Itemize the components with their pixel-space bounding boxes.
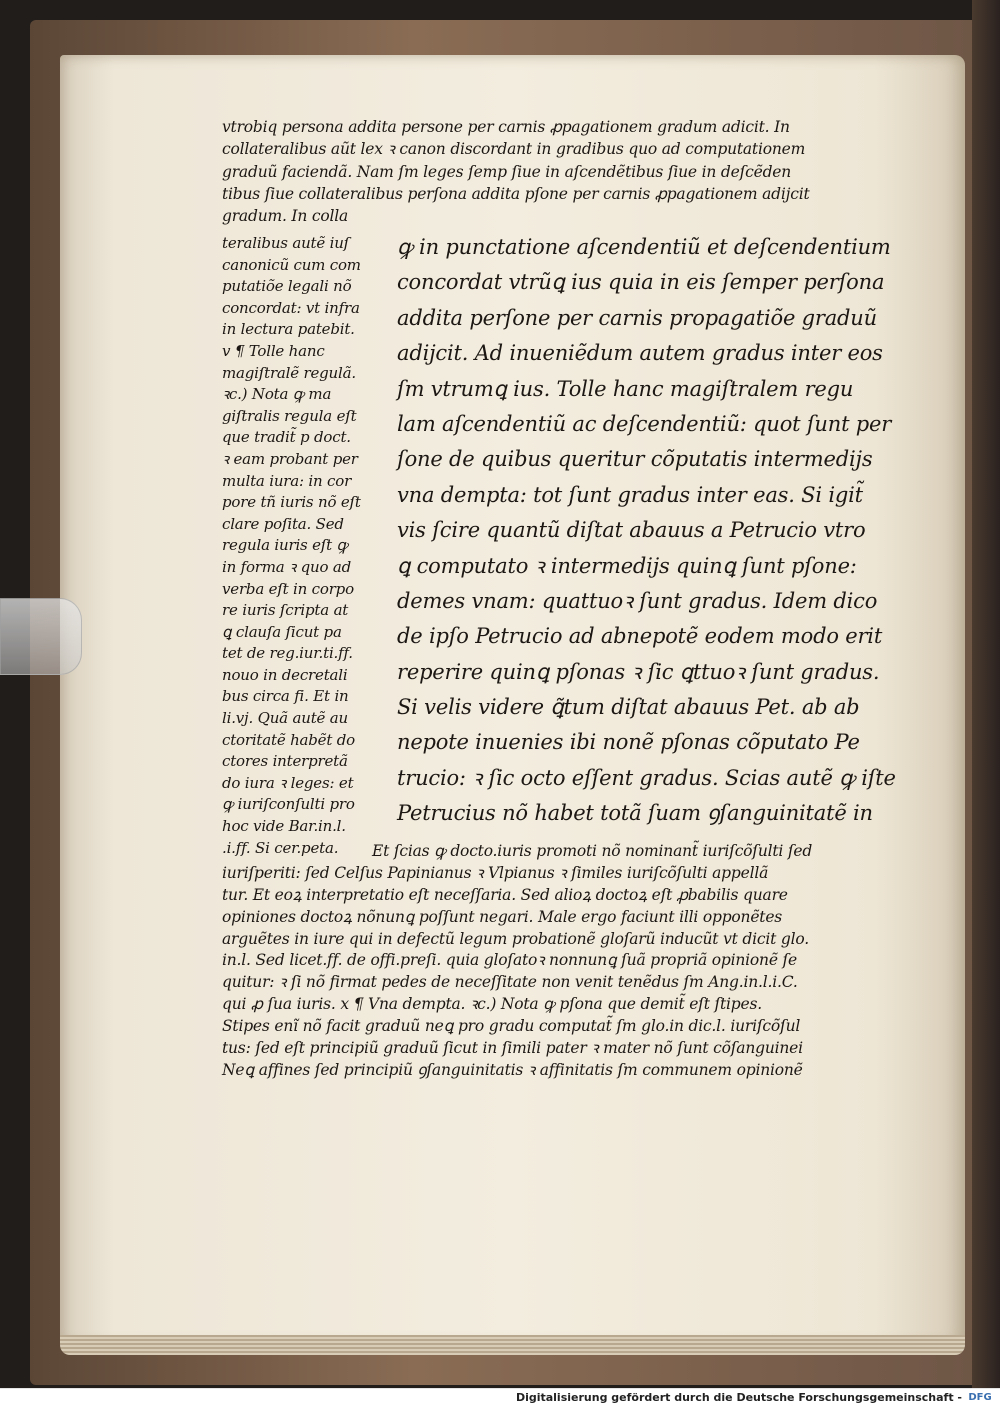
- gloss-line: ꝛ eam probant per: [222, 449, 358, 468]
- text-line: quitur: ꝛ ſi nõ firmat pedes de neceſſitate non venit tenẽdus ſm Ang.in.l.i.C.: [222, 973, 798, 992]
- main-text-line: Si velis videre ꝗ̃tum diſtat abauus Pet. ab ab: [397, 695, 860, 720]
- main-text-line: concordat vtrũꝗ ius quia in eis ſemper perſona: [397, 270, 885, 295]
- gloss-line: putatiõe legali nõ: [222, 277, 352, 296]
- gloss-line: canonicũ cum com: [222, 255, 361, 274]
- text-line: Stipes enĩ nõ facit graduũ neꝗ pro gradu computat̃ ſm glo.in dic.l. iuriſcõſul: [222, 1017, 801, 1036]
- gloss-line: ctores interpretã: [222, 752, 348, 771]
- main-text-line: adijcit. Ad inueniẽdum autem gradus inter eos: [397, 341, 883, 366]
- gloss-line: ꝙ iuriſconſulti pro: [222, 795, 355, 814]
- text-line: opiniones doctoꝝ nõnunꝗ poſſunt negari. Male ergo faciunt illi opponẽtes: [222, 907, 783, 926]
- gloss-line: giſtralis regula eſt: [222, 406, 357, 425]
- text-line: collateralibus aũt lex ꝛ canon discordant in gradibus quo ad computationem: [222, 140, 806, 159]
- main-text-line: reperire quinꝗ pſonas ꝛ ſic ꝗttuoꝛ ſunt gradus.: [397, 659, 880, 684]
- text-line: Neꝗ affines ſed principiũ ꝯſanguinitatis ꝛ affinitatis ſm communem opinionẽ: [222, 1060, 803, 1079]
- gloss-column: [222, 233, 397, 859]
- main-text-line: de ipſo Petrucio ad abnepotẽ eodem modo erit: [397, 624, 883, 649]
- main-text-line: demes vnam: quattuoꝛ ſunt gradus. Idem dico: [397, 588, 878, 613]
- dfg-logo-icon: DFG: [968, 1392, 992, 1403]
- gloss-line: concordat: vt infra: [222, 298, 360, 317]
- gloss-line: magiſtralẽ regulã.: [222, 363, 356, 382]
- gloss-line: v ¶ Tolle hanc: [222, 341, 325, 360]
- gloss-line: ꝛc.) Nota ꝙ ma: [222, 385, 332, 404]
- gloss-line: teralibus autẽ iuſ: [222, 234, 350, 252]
- bookmark-strip: [0, 598, 82, 675]
- text-line: qui ꝓ ſua iuris. x ¶ Vna dempta. ꝛc.) Nota ꝙ pſona que demit̃ eſt ſtipes.: [222, 995, 762, 1014]
- text-line: arguẽtes in iure qui in defectũ legum probationẽ gloſarũ inducũt vt dicit glo.: [222, 929, 809, 948]
- gloss-line: ctoritatẽ habẽt do: [222, 730, 355, 749]
- gloss-line: verba eſt in corpo: [222, 579, 354, 598]
- gloss-line: re iuris ſcripta at: [222, 601, 349, 620]
- gloss-line: tet de reg.iur.ti.ff.: [222, 644, 353, 663]
- text-line: tibus ſiue collateralibus perſona addita pſone per carnis ꝓpagationem adijcit: [222, 184, 810, 203]
- gloss-line: nouo in decretali: [222, 665, 348, 684]
- text-line: graduũ faciendã. Nam ſm leges ſemp ſiue in aſcendẽtibus ſiue in deſcẽden: [222, 162, 792, 181]
- full-width-text-bottom: [222, 841, 902, 1082]
- main-text-line: ꝗ computato ꝛ intermedijs quinꝗ ſunt pſone:: [397, 553, 857, 578]
- text-line: Et ſcias ꝙ docto.iuris promoti nõ nominant̃ iuriſcõſulti ſed: [372, 842, 813, 860]
- text-line: tur. Et eoꝝ interpretatio eſt neceſſaria. Sed alioꝝ doctoꝝ eſt ꝓbabilis quare: [222, 885, 788, 904]
- gloss-line: regula iuris eſt ꝙ: [222, 536, 348, 555]
- gloss-line: que tradit̃ p doct.: [222, 428, 351, 447]
- main-text-line: ꝙ in punctatione aſcendentiũ et deſcendentium: [397, 235, 891, 259]
- text-line: gradum. In colla: [222, 207, 349, 226]
- main-text-line: Petrucius nõ habet totã ſuam ꝯſanguinitatẽ in: [397, 801, 873, 826]
- text-line: iuriſperiti: ſed Celſus Papinianus ꝛ Vlpianus ꝛ ſimiles iuriſcõſulti appellã: [222, 863, 769, 882]
- main-text-line: lam aſcendentiũ ac deſcendentiũ: quot ſunt per: [397, 411, 892, 436]
- gloss-line: in lectura patebit.: [222, 320, 355, 339]
- gloss-line: do iura ꝛ leges: et: [222, 773, 354, 792]
- gloss-line: bus circa fi. Et in: [222, 687, 349, 706]
- main-text-line: ſone de quibus queritur cõputatis intermedijs: [397, 447, 873, 472]
- gloss-line: pore tñ iuris nõ eſt: [222, 493, 361, 512]
- full-width-text-top: [222, 116, 862, 227]
- gloss-line: multa iura: in cor: [222, 471, 352, 490]
- gloss-line: .i.ff. Si cer.peta.: [222, 838, 339, 857]
- main-text-line: ſm vtrumꝗ ius. Tolle hanc magiſtralem regu: [397, 376, 854, 401]
- funding-credit: Digitalisierung gefördert durch die Deutsche Forschungsgemeinschaft -: [515, 1391, 962, 1404]
- text-line: in.l. Sed licet.ff. de offi.preſi. quia gloſatoꝛ nonnunꝗ ſuã propriã opinionẽ ſe: [222, 951, 798, 970]
- gloss-line: clare poſita. Sed: [222, 514, 344, 533]
- gloss-line: in forma ꝛ quo ad: [222, 557, 351, 576]
- main-text-line: vis ſcire quantũ diſtat abauus a Petrucio vtro: [397, 518, 866, 543]
- main-text-line: nepote inuenies ibi nonẽ pſonas cõputato Pe: [397, 730, 860, 755]
- page-edges: [60, 1335, 965, 1355]
- main-text-column: [397, 230, 896, 832]
- text-line: vtrobiq persona addita persone per carnis ꝓpagationem gradum adicit. In: [222, 118, 790, 136]
- text-line: tus: ſed eſt principiũ graduũ ſicut in ſimili pater ꝛ mater nõ ſunt cõſanguinei: [222, 1039, 803, 1058]
- main-text-line: trucio: ꝛ ſic octo eſſent gradus. Scias autẽ ꝙ iſte: [397, 765, 896, 790]
- main-text-line: vna dempta: tot ſunt gradus inter eas. Si igit̃: [397, 482, 863, 507]
- gloss-line: hoc vide Bar.in.l.: [222, 817, 346, 836]
- gloss-line: li.vj. Quã autẽ au: [222, 709, 348, 728]
- book-spine: [972, 0, 1000, 1388]
- gloss-line: ꝗ clauſa ſicut pa: [222, 622, 342, 641]
- main-text-line: addita perſone per carnis propagatiõe graduũ: [397, 305, 877, 330]
